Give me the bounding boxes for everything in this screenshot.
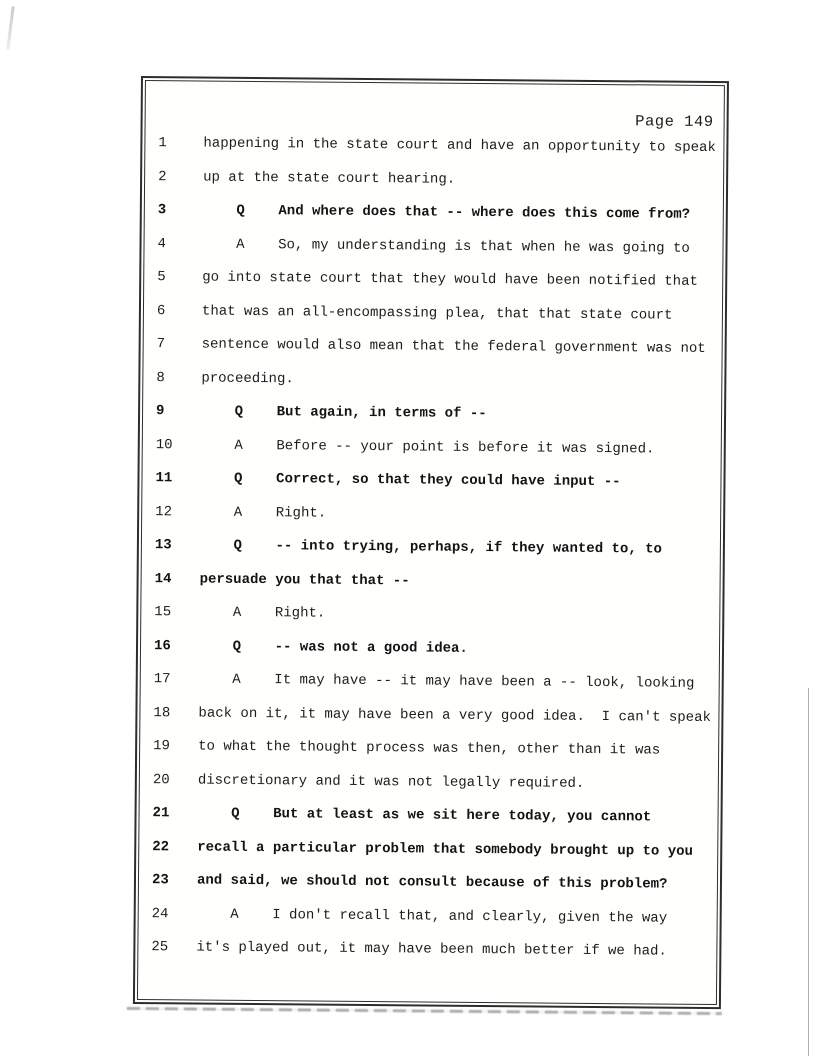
- line-body: it's played out, it may have been much better if we had.: [196, 939, 667, 960]
- line-number: 12: [155, 503, 173, 520]
- line-number: 17: [153, 671, 171, 688]
- line-body: But again, in terms of --: [276, 404, 487, 423]
- transcript-line: [144, 328, 722, 367]
- speaker-letter: A: [230, 906, 239, 923]
- transcript-line: [142, 496, 720, 535]
- speaker-letter: Q: [232, 638, 242, 655]
- transcript-line: [139, 797, 717, 836]
- line-body: -- into trying, perhaps, if they wanted to, to: [275, 538, 663, 558]
- line-body: Before -- your point is before it was signed.: [276, 437, 655, 457]
- line-body: and said, we should not consult because of this problem?: [196, 872, 668, 893]
- line-text: [200, 504, 326, 521]
- line-body: -- was not a good idea.: [274, 638, 468, 657]
- line-text: [202, 270, 698, 290]
- line-text: [197, 906, 668, 926]
- line-body: to what the thought process was then, other than it was: [198, 738, 661, 759]
- line-body: up at the state court hearing.: [203, 169, 456, 188]
- transcript-line: [145, 127, 723, 166]
- line-number: 7: [156, 336, 166, 353]
- line-body: And where does that -- where does this come from?: [278, 203, 691, 223]
- transcript-line: [139, 864, 717, 903]
- line-text: [197, 873, 668, 893]
- line-text: [200, 538, 662, 558]
- transcript-line: [143, 362, 721, 401]
- line-body: persuade you that that --: [199, 571, 410, 589]
- line-body: So, my understanding is that when he was going to: [278, 236, 690, 257]
- line-body: Correct, so that they could have input --: [276, 471, 621, 491]
- transcript-line: [139, 898, 717, 937]
- line-number: 16: [153, 637, 171, 654]
- transcript-line: [140, 764, 718, 803]
- line-number: 2: [158, 168, 167, 185]
- line-number: 24: [151, 905, 169, 922]
- speaker-letter: A: [233, 504, 243, 521]
- speaker-letter: A: [232, 604, 242, 621]
- line-text: [202, 236, 689, 256]
- line-text: [200, 471, 620, 491]
- line-text: [199, 605, 325, 622]
- speaker-letter: Q: [234, 470, 243, 487]
- line-number: 9: [156, 403, 165, 420]
- speaker-letter: A: [236, 236, 245, 253]
- line-body: happening in the state court and have an opportunity to speak: [203, 135, 716, 157]
- line-number: 10: [155, 436, 173, 453]
- line-number: 19: [153, 738, 171, 755]
- line-body: proceeding.: [201, 370, 294, 387]
- transcript-line: [143, 395, 721, 434]
- scan-edge-artifact-line: [808, 688, 809, 1056]
- line-text: [201, 404, 487, 422]
- line-text: [203, 136, 716, 156]
- line-number: 14: [154, 570, 172, 587]
- line-text: [197, 839, 693, 859]
- transcript-line: [144, 228, 722, 267]
- line-text: [198, 739, 660, 759]
- transcript-line: [145, 194, 723, 233]
- line-body: discretionary and it was not legally required.: [197, 772, 585, 792]
- line-text: [202, 337, 706, 357]
- speaker-letter: A: [232, 671, 241, 688]
- transcript-line: [142, 462, 720, 501]
- transcript-page: [133, 76, 729, 1009]
- line-text: [203, 169, 455, 187]
- line-number: 15: [154, 604, 172, 621]
- transcript-line: [138, 931, 716, 970]
- line-body: that was an all-encompassing plea, that that state court: [201, 303, 673, 324]
- speaker-letter: Q: [234, 403, 244, 420]
- line-number: 11: [155, 470, 173, 487]
- line-number: 3: [157, 202, 167, 219]
- line-text: [202, 303, 673, 323]
- line-body: Right.: [274, 605, 326, 622]
- line-body: recall a particular problem that somebody brought up to you: [197, 839, 694, 860]
- line-number: 5: [157, 269, 166, 286]
- transcript-line: [143, 429, 721, 468]
- page-double-border: [137, 80, 725, 1005]
- scan-scratch-mark: [6, 6, 14, 50]
- line-number: 22: [152, 838, 170, 855]
- transcript-lines: [138, 127, 723, 970]
- line-body: I don't recall that, and clearly, given the way: [272, 906, 668, 927]
- transcript-line: [144, 295, 722, 334]
- transcript-line: [141, 630, 719, 669]
- line-text: [200, 571, 410, 589]
- speaker-letter: A: [234, 437, 243, 454]
- transcript-line: [141, 563, 719, 602]
- line-text: [199, 672, 695, 692]
- transcript-line: [142, 529, 720, 568]
- line-body: Right.: [275, 504, 327, 522]
- line-number: 25: [151, 939, 169, 956]
- line-number: 18: [153, 704, 171, 721]
- line-body: back on it, it may have been a very good idea. I can't speak: [198, 705, 711, 726]
- line-number: 8: [156, 369, 165, 386]
- transcript-line: [141, 663, 719, 702]
- speaker-letter: Q: [233, 537, 242, 554]
- transcript-line: [140, 730, 718, 769]
- line-text: [198, 705, 711, 725]
- speaker-letter: Q: [231, 805, 240, 822]
- line-text: [199, 638, 468, 656]
- line-number: 21: [152, 805, 170, 822]
- transcript-line: [139, 831, 717, 870]
- line-body: sentence would also mean that the federal government was not: [201, 336, 706, 357]
- line-number: 6: [156, 302, 166, 319]
- speaker-letter: Q: [236, 202, 245, 219]
- line-text: [197, 806, 651, 826]
- line-text: [203, 203, 690, 223]
- transcript-line: [140, 697, 718, 736]
- line-number: 23: [151, 872, 169, 889]
- transcript-line: [144, 261, 722, 300]
- line-number: 13: [154, 537, 172, 554]
- line-text: [196, 940, 667, 960]
- line-body: go into state court that they would have been notified that: [202, 269, 698, 290]
- line-number: 4: [157, 235, 167, 252]
- line-body: It may have -- it may have been a -- look, looking: [274, 672, 695, 692]
- line-text: [201, 437, 655, 457]
- line-text: [198, 772, 585, 791]
- page-number-label: Page 149: [635, 112, 714, 131]
- line-number: 20: [152, 771, 170, 788]
- transcript-line: [145, 161, 723, 200]
- line-number: 1: [158, 135, 167, 152]
- line-text: [201, 370, 294, 387]
- line-body: But at least as we sit here today, you cannot: [273, 806, 652, 826]
- transcript-line: [141, 596, 719, 635]
